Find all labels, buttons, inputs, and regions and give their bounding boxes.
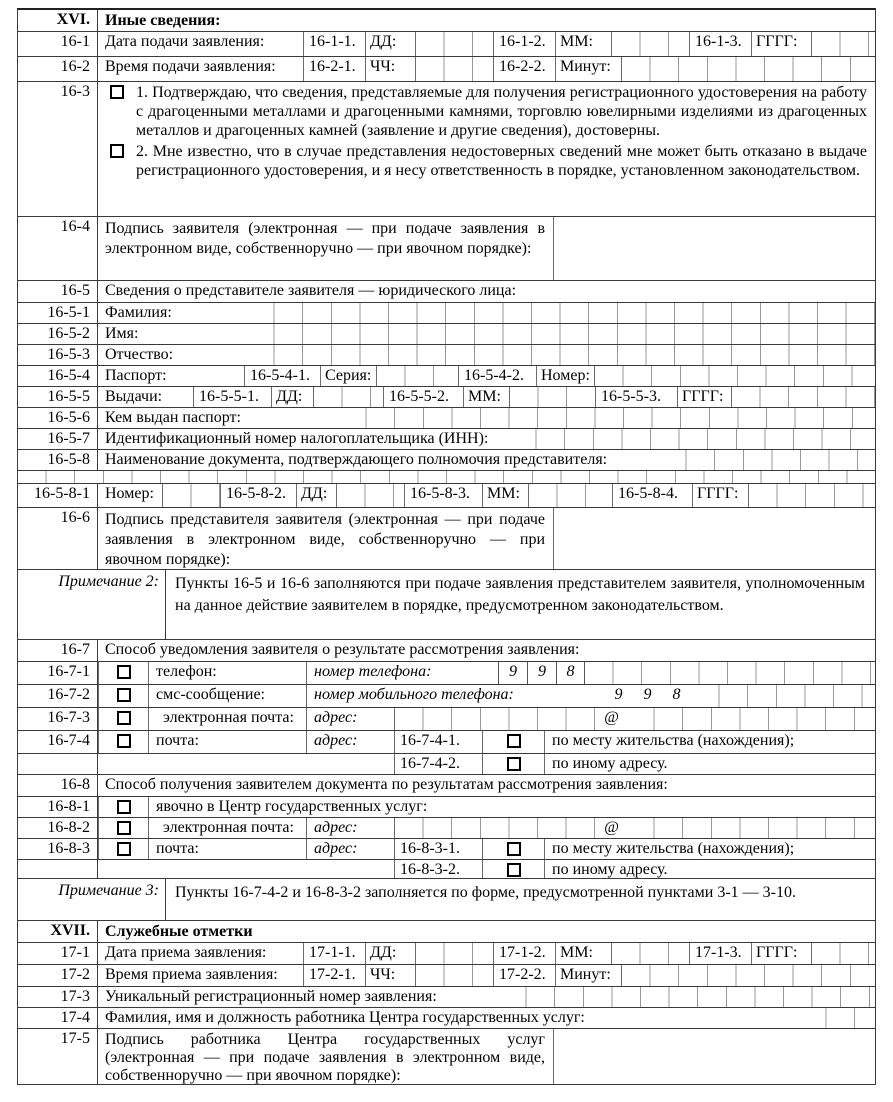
issue-dd-cells[interactable] (313, 387, 383, 407)
field-label-seriya: Серия: (320, 366, 376, 386)
field-label-dd: ДД: (296, 484, 336, 507)
checkbox-cell (98, 141, 136, 158)
phone-digit-1[interactable]: 9 (498, 662, 527, 684)
row-16-5 (18, 280, 875, 302)
row-16-5-6-number: 16-5-6 (18, 408, 98, 428)
receipt-other-address-label: по иному адресу. (544, 860, 875, 878)
row-16-5-3-label: Отчество: (105, 346, 174, 363)
row-16-8-3-label: почта: (148, 839, 306, 859)
note-2-text: Пункты 16-5 и 16-6 заполняются при подаче заявления представителем заявителя, уполномоченным на данное действие заявителем в порядке, предусмотренном законодательством. (175, 575, 865, 614)
mail-option-checkbox[interactable] (117, 734, 131, 748)
row-17-2-number: 17-2 (18, 965, 98, 986)
minut-input-cells[interactable] (621, 57, 875, 81)
row-17-4-number: 17-4 (18, 1008, 98, 1028)
field-label-mm: ММ: (555, 32, 611, 56)
email-option-checkbox[interactable] (117, 711, 131, 725)
checkbox-cell (98, 731, 148, 753)
field-code-17-1-1: 17-1-1. (303, 943, 365, 964)
row-16-8-number: 16-8 (18, 775, 98, 796)
field-code-16-5-4-1: 16-5-4-1. (244, 366, 320, 386)
field-code-16-5-8-2: 16-5-8-2. (220, 484, 296, 507)
sms-option-checkbox[interactable] (117, 688, 131, 702)
field-label-minut: Минут: (555, 57, 621, 81)
row-16-7-number: 16-7 (18, 640, 98, 661)
row-16-7-4-number: 16-7-4 (18, 731, 98, 753)
row-17-3-number: 17-3 (18, 987, 98, 1007)
field-code-17-2-1: 17-2-1. (303, 965, 365, 986)
receive-chch-cells[interactable] (415, 965, 493, 986)
checkbox-cell (482, 860, 544, 878)
confirmation-item-1 (98, 82, 875, 141)
receive-gggg-cells[interactable] (811, 943, 875, 964)
note-2-row (18, 569, 875, 639)
row-16-2 (18, 56, 875, 81)
field-label-nomer: Номер: (536, 366, 594, 386)
document-name-cells[interactable] (658, 450, 875, 470)
field-code-16-1-2: 16-1-2. (493, 32, 555, 56)
in-person-checkbox[interactable] (117, 800, 131, 814)
receipt-mail-checkbox[interactable] (117, 842, 131, 856)
confirmation-item-2 (98, 141, 875, 180)
receipt-other-address-checkbox[interactable] (507, 863, 521, 877)
row-16-7-2 (18, 684, 875, 707)
row-16-6-label: Подпись представителя заявителя (электронная — при подаче заявления в электронном виде, собственноручно — при явочном порядке): (105, 511, 545, 568)
doc-number-cells[interactable] (162, 484, 220, 507)
field-label-dd: ДД: (271, 387, 313, 407)
row-16-7-4-2 (18, 753, 875, 774)
patronymic-input-cells[interactable] (246, 345, 875, 365)
row-16-5-2-label: Имя: (105, 325, 139, 342)
spacer (564, 685, 604, 707)
mm-input-cells[interactable] (611, 32, 689, 56)
field-code-16-1-3: 16-1-3. (689, 32, 751, 56)
row-16-7-4 (18, 730, 875, 753)
field-label-mm: ММ: (482, 484, 528, 507)
field-label-chch: ЧЧ: (365, 57, 415, 81)
section-xvi-header (18, 10, 875, 31)
row-16-1-label: Дата подачи заявления: (105, 33, 265, 50)
row-17-3-label: Уникальный регистрационный номер заявления: (105, 988, 437, 1005)
row-16-7 (18, 639, 875, 661)
row-16-4-label: Подпись заявителя (электронная — при подаче заявления в электронном виде, собственноручно — при явочном порядке): (105, 220, 545, 257)
receipt-email-domain-cells[interactable] (626, 818, 875, 838)
confirmation-1-checkbox[interactable] (110, 85, 124, 99)
row-16-5-8 (18, 449, 875, 470)
note-3-label: Примечание 3: (18, 879, 166, 920)
field-code-16-5-8-3: 16-5-8-3. (404, 484, 482, 507)
empty-number-cell (18, 754, 98, 774)
other-address-checkbox[interactable] (507, 757, 521, 771)
row-17-5-label: Подпись работника Центра государственных услуг (электронная — при подаче заявления в электронном виде, собственноручно — при явочном порядке): (105, 1031, 545, 1084)
section-xvii-title: Служебные отметки (105, 923, 253, 940)
passport-number-cells[interactable] (594, 366, 875, 386)
field-code-17-1-2: 17-1-2. (493, 943, 555, 964)
phone-digit-3[interactable]: 8 (556, 662, 585, 684)
row-16-8 (18, 774, 875, 796)
checkbox-cell (98, 818, 148, 838)
doc-mm-cells[interactable] (528, 484, 612, 507)
row-16-3-number: 16-3 (18, 82, 98, 216)
mobile-number-hint: номер мобильного телефона: (306, 685, 564, 707)
field-label-chch: ЧЧ: (365, 965, 415, 986)
row-16-5-4 (18, 365, 875, 386)
field-label-gggg: ГГГГ: (692, 484, 748, 507)
row-16-8-1-number: 16-8-1 (18, 797, 98, 817)
row-17-5-number: 17-5 (18, 1029, 98, 1084)
note-3-text: Пункты 16-7-4-2 и 16-8-3-2 заполняется по форме, предусмотренной пунктами 3-1 — 3-10. (175, 884, 796, 901)
row-16-4 (18, 216, 875, 280)
section-xvi-number: XVI. (18, 10, 98, 31)
representative-signature-area[interactable] (553, 508, 875, 569)
row-16-7-2-number: 16-7-2 (18, 685, 98, 707)
mobile-digit-3[interactable]: 8 (672, 686, 681, 703)
note-2-label: Примечание 2: (18, 570, 166, 639)
email-local-cells[interactable] (394, 708, 597, 730)
row-16-7-3 (18, 707, 875, 730)
empty-number-cell (18, 860, 98, 878)
row-16-2-number: 16-2 (18, 57, 98, 81)
row-16-5-label: Сведения о представителе заявителя — юридического лица: (105, 282, 517, 299)
receive-dd-cells[interactable] (415, 943, 493, 964)
field-code-17-1-3: 17-1-3. (689, 943, 751, 964)
section-xvii-header (18, 920, 875, 942)
row-17-1-number: 17-1 (18, 943, 98, 964)
field-code-17-2-2: 17-2-2. (493, 965, 555, 986)
receipt-residence-checkbox[interactable] (507, 842, 521, 856)
row-16-6 (18, 507, 875, 569)
at-sign: @ (604, 709, 619, 726)
checkbox-cell (98, 797, 148, 817)
phone-option-checkbox[interactable] (117, 665, 131, 679)
row-16-1 (18, 31, 875, 56)
field-code-16-5-8-4: 16-5-8-4. (612, 484, 692, 507)
spacer (98, 754, 394, 774)
row-16-5-8-1-number: 16-5-8-1 (18, 484, 98, 507)
receipt-email-local-cells[interactable] (394, 818, 597, 838)
row-17-4-label: Фамилия, имя и должность работника Центра государственных услуг: (105, 1009, 585, 1026)
row-16-5-3-number: 16-5-3 (18, 345, 98, 365)
field-code-16-5-4-2: 16-5-4-2. (458, 366, 536, 386)
row-16-8-2-label: электронная почта: (148, 818, 306, 838)
row-16-4-number: 16-4 (18, 217, 98, 280)
row-16-1-number: 16-1 (18, 32, 98, 56)
at-sign: @ (604, 819, 619, 836)
receipt-email-hint: адрес: (306, 818, 394, 838)
dd-input-cells[interactable] (415, 32, 493, 56)
row-16-7-label: Способ уведомления заявителя о результате рассмотрения заявления: (105, 641, 580, 658)
email-address-hint: адрес: (306, 708, 394, 730)
checkbox-cell (98, 662, 148, 684)
row-17-4 (18, 1007, 875, 1028)
residence-address-label: по месту жительства (нахождения); (544, 731, 875, 753)
row-16-7-1 (18, 661, 875, 684)
field-code-16-1-1: 16-1-1. (303, 32, 365, 56)
section-xvii-number: XVII. (18, 921, 98, 942)
mail-address-hint: адрес: (306, 731, 394, 753)
field-code-16-5-5-1: 16-5-5-1. (193, 387, 271, 407)
doc-dd-cells[interactable] (336, 484, 404, 507)
checkbox-cell (98, 685, 148, 707)
row-16-5-2-number: 16-5-2 (18, 324, 98, 344)
field-label-gggg: ГГГГ: (751, 32, 811, 56)
row-16-3 (18, 81, 875, 216)
row-16-8-1 (18, 796, 875, 817)
row-16-8-3-number: 16-8-3 (18, 839, 98, 859)
receive-minut-cells[interactable] (621, 965, 875, 986)
field-label-dd: ДД: (365, 32, 415, 56)
checkbox-cell (482, 839, 544, 859)
other-address-label: по иному адресу. (544, 754, 875, 774)
mobile-digit-2[interactable]: 9 (643, 686, 652, 703)
row-16-5-8-1-label: Номер: (105, 485, 154, 502)
field-code-16-2-2: 16-2-2. (493, 57, 555, 81)
employee-name-cells[interactable] (798, 1008, 875, 1028)
field-code-16-5-5-2: 16-5-5-2. (383, 387, 463, 407)
field-code-16-8-3-1: 16-8-3-1. (394, 839, 482, 859)
row-16-8-3-2 (18, 859, 875, 878)
inn-input-cells[interactable] (508, 429, 875, 449)
row-16-5-3 (18, 344, 875, 365)
surname-input-cells[interactable] (246, 303, 875, 323)
row-16-5-1-label: Фамилия: (105, 304, 172, 321)
row-16-5-8-label: Наименование документа, подтверждающего полномочия представителя: (105, 451, 608, 468)
field-label-mm: ММ: (555, 943, 611, 964)
checkbox-cell (98, 82, 136, 99)
row-16-2-label: Время подачи заявления: (105, 58, 276, 75)
row-16-6-number: 16-6 (18, 508, 98, 569)
row-16-7-4-label: почта: (148, 731, 306, 753)
gggg-input-cells[interactable] (811, 32, 875, 56)
field-code-16-7-4-2: 16-7-4-2. (394, 754, 482, 774)
registration-number-cells[interactable] (498, 987, 875, 1007)
spacer (98, 860, 394, 878)
row-16-5-6 (18, 407, 875, 428)
checkbox-cell (482, 731, 544, 753)
row-16-5-6-label: Кем выдан паспорт: (105, 409, 241, 426)
field-code-16-5-5-3: 16-5-5-3. (595, 387, 677, 407)
row-16-7-3-label: электронная почта: (148, 708, 306, 730)
field-label-minut: Минут: (555, 965, 621, 986)
row-16-8-2 (18, 817, 875, 838)
note-3-row (18, 878, 875, 920)
row-16-5-4-label: Паспорт: (105, 367, 167, 384)
row-16-5-8-number: 16-5-8 (18, 450, 98, 470)
row-17-1 (18, 942, 875, 964)
row-16-8-3 (18, 838, 875, 859)
employee-signature-area[interactable] (553, 1029, 875, 1084)
checkbox-cell (98, 708, 148, 730)
row-16-5-1 (18, 302, 875, 323)
row-16-7-3-number: 16-7-3 (18, 708, 98, 730)
checkbox-cell (482, 754, 544, 774)
checkbox-cell (98, 839, 148, 859)
row-16-7-1-number: 16-7-1 (18, 662, 98, 684)
receipt-mail-hint: адрес: (306, 839, 394, 859)
row-16-5-8-1 (18, 483, 875, 507)
passport-issuer-cells[interactable] (338, 408, 875, 428)
row-16-7-1-label: телефон: (148, 662, 306, 684)
application-form-table (17, 8, 876, 1085)
row-16-8-label: Способ получения заявителем документа по результатам рассмотрения заявления: (105, 776, 668, 793)
field-label-gggg: ГГГГ: (751, 943, 811, 964)
document-name-extra-cells[interactable] (18, 471, 875, 483)
chch-input-cells[interactable] (415, 57, 493, 81)
applicant-signature-area[interactable] (553, 217, 875, 280)
row-16-5-number: 16-5 (18, 281, 98, 302)
row-17-2 (18, 964, 875, 986)
row-16-3-content (98, 82, 875, 216)
row-16-5-5 (18, 386, 875, 407)
row-16-8-1-label: явочно в Центр государственных услуг: (148, 797, 875, 817)
section-xvi-title: Иные сведения: (105, 12, 221, 29)
row-17-5 (18, 1028, 875, 1084)
name-input-cells[interactable] (246, 324, 875, 344)
row-16-5-7-number: 16-5-7 (18, 429, 98, 449)
receipt-residence-label: по месту жительства (нахождения); (544, 839, 875, 859)
row-16-5-1-number: 16-5-1 (18, 303, 98, 323)
row-17-3 (18, 986, 875, 1007)
confirmation-2-checkbox[interactable] (110, 144, 124, 158)
residence-address-checkbox[interactable] (507, 734, 521, 748)
field-label-mm: ММ: (463, 387, 509, 407)
field-code-16-7-4-1: 16-7-4-1. (394, 731, 482, 753)
field-code-16-8-3-2: 16-8-3-2. (394, 860, 482, 878)
row-16-5-5-number: 16-5-5 (18, 387, 98, 407)
field-code-16-2-1: 16-2-1. (303, 57, 365, 81)
row-16-7-2-label: смс-сообщение: (148, 685, 306, 707)
row-16-5-7-label: Идентификационный номер налогоплательщика (ИНН): (105, 430, 489, 447)
field-label-gggg: ГГГГ: (677, 387, 731, 407)
row-16-5-7 (18, 428, 875, 449)
mobile-number-cells[interactable] (691, 685, 875, 707)
field-label-dd: ДД: (365, 943, 415, 964)
row-16-5-4-number: 16-5-4 (18, 366, 98, 386)
mobile-digit-1[interactable]: 9 (614, 686, 623, 703)
receipt-email-checkbox[interactable] (117, 821, 131, 835)
spacer (474, 662, 498, 684)
row-16-5-5-label: Выдачи: (105, 388, 163, 405)
email-domain-cells[interactable] (626, 708, 875, 730)
row-17-2-label: Время приема заявления: (105, 966, 278, 983)
phone-number-hint: номер телефона: (306, 662, 474, 684)
phone-number-cells[interactable] (585, 662, 875, 684)
issue-gggg-cells[interactable] (731, 387, 875, 407)
confirmation-2-text: 2. Мне известно, что в случае представления недостоверных сведений мне может быть отказано в выдаче регистрационного удостоверения, и я несу ответственность в порядке, установленном законодательством. (136, 142, 867, 179)
issue-mm-cells[interactable] (509, 387, 595, 407)
confirmation-1-text: 1. Подтверждаю, что сведения, представляемые для получения регистрационного удостоверения на работу с драгоценными металлами и драгоценными камнями, торговлю ювелирными изделиями из драгоценных металлов и драгоценных камней (заявление и другие сведения), достоверны. (136, 84, 867, 140)
passport-series-cells[interactable] (376, 366, 458, 386)
document-name-continuation-row (18, 470, 875, 483)
row-16-8-2-number: 16-8-2 (18, 818, 98, 838)
phone-digit-2[interactable]: 9 (527, 662, 556, 684)
row-17-1-label: Дата приема заявления: (105, 944, 267, 961)
receive-mm-cells[interactable] (611, 943, 689, 964)
doc-gggg-cells[interactable] (748, 484, 875, 507)
row-16-5-2 (18, 323, 875, 344)
